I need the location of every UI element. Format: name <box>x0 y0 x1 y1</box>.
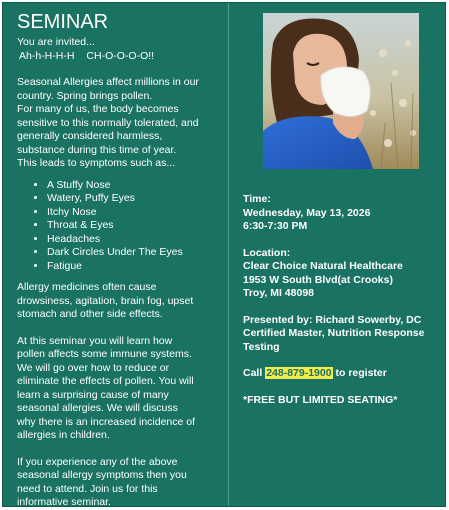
learn-line: seasonal allergies. We will discuss <box>17 402 178 414</box>
symptom-item: • Throat & Eyes <box>47 219 225 233</box>
register-line <box>243 367 443 381</box>
venue-name: Clear Choice Natural Healthcare <box>243 260 403 272</box>
event-hours: 6:30-7:30 PM <box>243 220 308 232</box>
intro-line: generally considered harmless, <box>17 130 163 142</box>
call-prefix: Call <box>243 367 263 379</box>
intro-paragraph <box>17 76 225 171</box>
seminar-flyer <box>2 2 446 507</box>
symptom-item: • A Stuffy Nose <box>47 179 225 193</box>
medicine-paragraph <box>17 281 225 322</box>
intro-line: For many of us, the body becomes <box>17 103 179 115</box>
learn-line: We will go over how to reduce or <box>17 361 170 374</box>
presenter-credential-cont: Testing <box>243 340 280 353</box>
attend-line: informative seminar. <box>17 496 111 508</box>
call-suffix: to register <box>335 367 387 379</box>
location-label: Location: <box>243 246 291 259</box>
intro-line: This leads to symptoms such as... <box>17 157 176 169</box>
attend-line: seasonal allergy symptoms then you <box>17 469 187 481</box>
medicine-line: drowsiness, agitation, brain fog, upset <box>17 294 194 307</box>
intro-line: country. Spring brings pollen. <box>17 89 153 102</box>
symptom-item: • Dark Circles Under The Eyes <box>47 246 225 260</box>
medicine-line: stomach and other side effects. <box>17 308 163 320</box>
attend-paragraph <box>17 456 225 510</box>
column-divider <box>228 3 229 506</box>
seating-note: *FREE BUT LIMITED SEATING* <box>243 393 398 406</box>
attend-line: If you experience any of the above <box>17 455 178 468</box>
intro-line: Seasonal Allergies affect millions in our <box>17 76 199 88</box>
sneeze-part-1: Ah-h-H-H-H <box>19 49 75 62</box>
event-details <box>243 193 443 407</box>
presenter-line: Presented by: Richard Sowerby, DC <box>243 313 422 326</box>
sneeze-part-2: CH-O-O-O-O!! <box>86 49 155 62</box>
sneeze-line <box>19 50 225 64</box>
left-column <box>17 11 225 510</box>
intro-line: substance during this time of year. <box>17 143 177 156</box>
symptom-item: • Fatigue <box>47 260 225 274</box>
invite-line: You are invited... <box>17 36 95 48</box>
learn-line: pollen affects some immune systems. <box>17 348 192 360</box>
sneezing-woman-photo <box>263 13 419 169</box>
time-label: Time: <box>243 193 271 205</box>
venue-city: Troy, MI 48098 <box>243 287 315 299</box>
venue-street: 1953 W South Blvd(at Crooks) <box>243 273 393 286</box>
medicine-line: Allergy medicines often cause <box>17 281 157 293</box>
presenter-credential: Certified Master, Nutrition Response <box>243 327 425 339</box>
intro-line: sensitive to this normally tolerated, and <box>17 116 199 129</box>
learn-line: allergies in children. <box>17 429 110 441</box>
symptom-item: • Itchy Nose <box>47 206 225 220</box>
learn-line: learn a surprising cause of many <box>17 388 169 401</box>
seminar-title: SEMINAR <box>17 11 109 33</box>
event-date: Wednesday, May 13, 2026 <box>243 206 371 219</box>
phone-number[interactable]: 248-879-1900 <box>266 367 332 379</box>
attend-line: need to attend. Join us for this <box>17 482 158 495</box>
symptom-list <box>17 179 225 274</box>
learn-line: eliminate the effects of pollen. You will <box>17 375 194 387</box>
learn-line: why there is an increased incidence of <box>17 415 196 428</box>
symptom-item: • Headaches <box>47 233 225 247</box>
learn-line: At this seminar you will learn how <box>17 334 173 347</box>
symptom-item: • Watery, Puffy Eyes <box>47 192 225 206</box>
learn-paragraph <box>17 335 225 443</box>
